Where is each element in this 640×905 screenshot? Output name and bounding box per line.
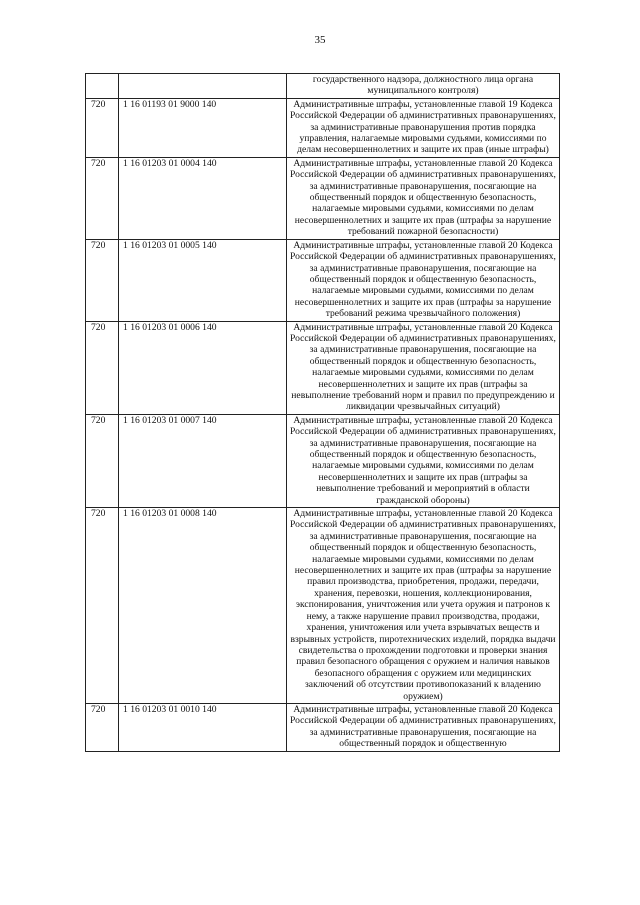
table-row [86,414,560,507]
classification-table [85,73,560,752]
description-cell: Административные штрафы, установленные главой 20 Кодекса Российской Федерации об административных правонарушениях, за административные правонарушения, посягающие на общественный порядок и общественную безопасность, налагаемые мировыми судьями, комиссиями по делам несовершеннолетних и защите их прав (штрафы за нарушение требований пожарной безопасности) [287,157,560,239]
admin-code-cell: 720 [86,414,119,507]
table-row [86,321,560,414]
admin-code-cell: 720 [86,703,119,751]
table-row [86,508,560,704]
table-row [86,74,560,99]
budget-code-cell: 1 16 01193 01 9000 140 [119,98,287,157]
budget-code-cell: 1 16 01203 01 0006 140 [119,321,287,414]
table-row [86,239,560,321]
budget-code-cell: 1 16 01203 01 0004 140 [119,157,287,239]
admin-code-cell [86,74,119,99]
budget-code-cell: 1 16 01203 01 0005 140 [119,239,287,321]
table-row [86,98,560,157]
admin-code-cell: 720 [86,239,119,321]
admin-code-cell: 720 [86,321,119,414]
description-cell: государственного надзора, должностного лица органа муниципального контроля) [287,74,560,99]
description-cell: Административные штрафы, установленные главой 20 Кодекса Российской Федерации об административных правонарушениях, за административные правонарушения, посягающие на общественный порядок и общественную [287,703,560,751]
admin-code-cell: 720 [86,98,119,157]
table-row [86,157,560,239]
classification-table-container [85,73,559,752]
budget-code-cell [119,74,287,99]
description-cell: Административные штрафы, установленные главой 20 Кодекса Российской Федерации об административных правонарушениях, за административные правонарушения, посягающие на общественный порядок и общественную безопасность, налагаемые мировыми судьями, комиссиями по делам несовершеннолетних и защите их прав (штрафы за невыполнение требований и мероприятий в области гражданской обороны) [287,414,560,507]
description-cell: Административные штрафы, установленные главой 20 Кодекса Российской Федерации об административных правонарушениях, за административные правонарушения, посягающие на общественный порядок и общественную безопасность, налагаемые мировыми судьями, комиссиями по делам несовершеннолетних и защите их прав (штрафы за невыполнение требований норм и правил по предупреждению и ликвидации чрезвычайных ситуаций) [287,321,560,414]
page-number: 35 [314,34,326,46]
admin-code-cell: 720 [86,157,119,239]
description-cell: Административные штрафы, установленные главой 20 Кодекса Российской Федерации об административных правонарушениях, за административные правонарушения, посягающие на общественный порядок и общественную безопасность, налагаемые мировыми судьями, комиссиями по делам несовершеннолетних и защите их прав (штрафы за нарушение правил производства, приобретения, продажи, передачи, хранения, перевозки, ношения, коллекционирования, экспонирования, уничтожения или учета оружия и патронов к нему, а также нарушение правил производства, продажи, хранения, уничтожения или учета взрывчатых веществ и взрывных устройств, пиротехнических изделий, порядка выдачи свидетельства о прохождении подготовки и проверки знания правил безопасного обращения с оружием и наличия навыков безопасного обращения с оружием или медицинских заключений об отсутствии противопоказаний к владению оружием) [287,508,560,704]
admin-code-cell: 720 [86,508,119,704]
table-row [86,703,560,751]
description-cell: Административные штрафы, установленные главой 19 Кодекса Российской Федерации об административных правонарушениях, за административные правонарушения против порядка управления, налагаемые мировыми судьями, комиссиями по делам несовершеннолетних и защите их прав (иные штрафы) [287,98,560,157]
budget-code-cell: 1 16 01203 01 0007 140 [119,414,287,507]
description-cell: Административные штрафы, установленные главой 20 Кодекса Российской Федерации об административных правонарушениях, за административные правонарушения, посягающие на общественный порядок и общественную безопасность, налагаемые мировыми судьями, комиссиями по делам несовершеннолетних и защите их прав (штрафы за нарушение требований режима чрезвычайного положения) [287,239,560,321]
budget-code-cell: 1 16 01203 01 0008 140 [119,508,287,704]
budget-code-cell: 1 16 01203 01 0010 140 [119,703,287,751]
